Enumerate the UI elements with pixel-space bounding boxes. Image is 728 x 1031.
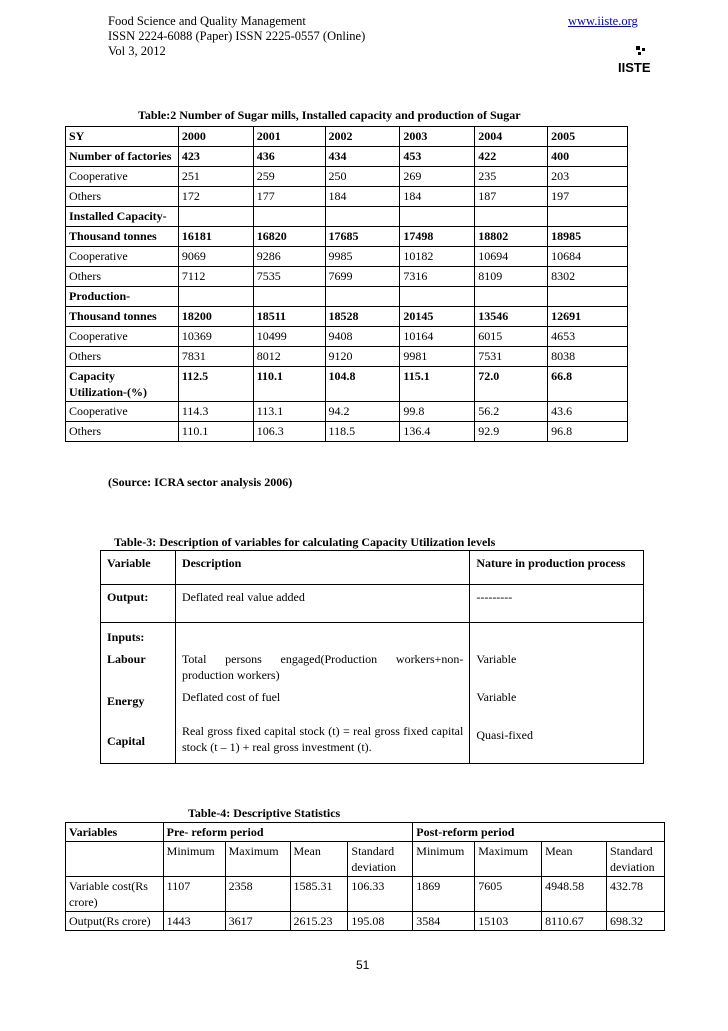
t3-inputs-label: Inputs: <box>107 630 145 644</box>
t2-cell: 8302 <box>548 267 628 287</box>
logo-text: IISTE <box>618 60 650 75</box>
t2-row-label: Number of factories <box>66 147 179 167</box>
t3-header-description: Description <box>175 551 469 585</box>
table4 <box>65 822 665 931</box>
table-row <box>66 167 628 187</box>
t2-header-year: 2002 <box>325 127 400 147</box>
t2-cell: 20145 <box>400 307 475 327</box>
t3-capital-description: Real gross fixed capital stock (t) = real gross fixed capital stock (t – 1) + real gross investment (t). <box>181 724 464 754</box>
t2-row-label: Thousand tonnes <box>66 227 179 247</box>
t4-header-post-reform: Post-reform period <box>413 823 665 842</box>
t2-cell: 66.8 <box>548 367 628 402</box>
t3-labour-nature: Variable <box>476 652 517 666</box>
t2-cell <box>253 287 325 307</box>
t2-cell: 235 <box>475 167 548 187</box>
t2-cell: 115.1 <box>400 367 475 402</box>
t2-cell: 43.6 <box>548 402 628 422</box>
t2-cell: 8012 <box>253 347 325 367</box>
t2-cell: 184 <box>325 187 400 207</box>
journal-title: Food Science and Quality Management <box>108 14 306 28</box>
t2-cell: 4653 <box>548 327 628 347</box>
t3-header-nature: Nature in production process <box>470 551 644 585</box>
t2-row-label: Production- <box>66 287 179 307</box>
table3-caption: Table-3: Description of variables for calculating Capacity Utilization levels <box>114 535 496 549</box>
table-row <box>66 187 628 207</box>
t2-cell: 9069 <box>178 247 253 267</box>
t2-cell: 10182 <box>400 247 475 267</box>
t2-row-label: Cooperative <box>66 167 179 187</box>
t2-header-year: 2000 <box>178 127 253 147</box>
t2-cell: 10369 <box>178 327 253 347</box>
t2-cell: 17498 <box>400 227 475 247</box>
table-row <box>66 877 665 912</box>
t4-cell: 2615.23 <box>290 912 348 931</box>
t2-cell: 18985 <box>548 227 628 247</box>
t2-cell: 7531 <box>475 347 548 367</box>
t2-cell <box>253 207 325 227</box>
t2-cell: 96.8 <box>548 422 628 442</box>
t2-cell: 136.4 <box>400 422 475 442</box>
t2-cell: 17685 <box>325 227 400 247</box>
t4-cell: 1869 <box>413 877 475 912</box>
t3-capital-nature: Quasi-fixed <box>476 728 533 742</box>
table2-caption: Table:2 Number of Sugar mills, Installed capacity and production of Sugar <box>138 108 521 122</box>
table-row <box>66 267 628 287</box>
issn-line: ISSN 2224-6088 (Paper) ISSN 2225-0557 (Online) <box>108 29 366 43</box>
t2-cell: 18200 <box>178 307 253 327</box>
t2-header-year: 2003 <box>400 127 475 147</box>
t2-cell: 9286 <box>253 247 325 267</box>
iiste-logo <box>616 46 650 76</box>
t2-cell: 10164 <box>400 327 475 347</box>
t4-sub-header: Maximum <box>475 842 542 877</box>
t2-cell <box>548 207 628 227</box>
t2-cell: 18528 <box>325 307 400 327</box>
table-row <box>66 247 628 267</box>
t2-row-label: Others <box>66 347 179 367</box>
t2-header-sy: SY <box>66 127 179 147</box>
t2-cell: 8038 <box>548 347 628 367</box>
t2-cell: 56.2 <box>475 402 548 422</box>
t4-cell: 3617 <box>225 912 290 931</box>
table-row <box>66 147 628 167</box>
t2-cell: 72.0 <box>475 367 548 402</box>
journal-url-link[interactable]: www.iiste.org <box>568 14 638 28</box>
t2-cell: 106.3 <box>253 422 325 442</box>
table2 <box>65 126 628 442</box>
t2-cell: 423 <box>178 147 253 167</box>
t2-cell: 434 <box>325 147 400 167</box>
table-row <box>66 327 628 347</box>
page-number: 51 <box>356 958 370 972</box>
t4-header-variables: Variables <box>66 823 164 842</box>
t2-cell <box>400 207 475 227</box>
t2-cell: 453 <box>400 147 475 167</box>
t3-labour-description: Total persons engaged(Production workers+non-production workers) <box>181 652 464 682</box>
t4-sub-header: Minimum <box>163 842 225 877</box>
t2-header-year: 2005 <box>548 127 628 147</box>
t2-cell: 92.9 <box>475 422 548 442</box>
t2-cell: 118.5 <box>325 422 400 442</box>
t3-capital-variable: Capital <box>107 734 146 748</box>
t4-cell: 698.32 <box>606 912 664 931</box>
table4-caption: Table-4: Descriptive Statistics <box>188 806 341 820</box>
t2-cell: 114.3 <box>178 402 253 422</box>
t4-cell: 4948.58 <box>542 877 607 912</box>
t2-row-label: Cooperative <box>66 247 179 267</box>
t2-cell: 99.8 <box>400 402 475 422</box>
t2-cell: 18802 <box>475 227 548 247</box>
t2-cell: 9120 <box>325 347 400 367</box>
table3 <box>100 550 644 764</box>
t2-cell <box>178 207 253 227</box>
t2-cell <box>325 287 400 307</box>
t4-header-pre-reform: Pre- reform period <box>163 823 413 842</box>
t2-row-label: Others <box>66 422 179 442</box>
t3-energy-nature: Variable <box>476 690 517 704</box>
table-row <box>66 307 628 327</box>
t2-row-label: Capacity Utilization-(%) <box>66 367 179 402</box>
t4-row-label: Variable cost(Rs crore) <box>66 877 164 912</box>
t2-cell: 259 <box>253 167 325 187</box>
t2-cell: 8109 <box>475 267 548 287</box>
t2-cell: 197 <box>548 187 628 207</box>
t2-cell: 104.8 <box>325 367 400 402</box>
t4-cell: 3584 <box>413 912 475 931</box>
table-row <box>66 227 628 247</box>
t4-sub-header: Standard deviation <box>348 842 413 877</box>
t2-cell: 13546 <box>475 307 548 327</box>
t2-cell: 10694 <box>475 247 548 267</box>
t2-cell: 110.1 <box>253 367 325 402</box>
t4-cell: 1585.31 <box>290 877 348 912</box>
table-row <box>66 347 628 367</box>
t2-cell: 203 <box>548 167 628 187</box>
t2-cell: 110.1 <box>178 422 253 442</box>
t2-cell: 9981 <box>400 347 475 367</box>
t2-cell: 187 <box>475 187 548 207</box>
t4-sub-header: Standard deviation <box>606 842 664 877</box>
t2-cell: 422 <box>475 147 548 167</box>
t4-cell: 1107 <box>163 877 225 912</box>
t2-cell: 172 <box>178 187 253 207</box>
t2-row-label: Cooperative <box>66 327 179 347</box>
t2-cell: 177 <box>253 187 325 207</box>
t4-sub-header: Mean <box>290 842 348 877</box>
t2-cell: 400 <box>548 147 628 167</box>
t2-cell: 9985 <box>325 247 400 267</box>
t4-cell: 8110.67 <box>542 912 607 931</box>
table-row <box>66 207 628 227</box>
t2-cell: 12691 <box>548 307 628 327</box>
t2-cell: 7535 <box>253 267 325 287</box>
table2-source: (Source: ICRA sector analysis 2006) <box>108 475 293 489</box>
t3-labour-variable: Labour <box>107 652 146 666</box>
t4-cell: 15103 <box>475 912 542 931</box>
t2-header-year: 2001 <box>253 127 325 147</box>
t3-energy-description: Deflated cost of fuel <box>181 690 281 704</box>
t4-cell: 2358 <box>225 877 290 912</box>
t2-cell <box>548 287 628 307</box>
t2-cell <box>325 207 400 227</box>
t4-cell: 432.78 <box>606 877 664 912</box>
t2-cell <box>475 287 548 307</box>
t3-output-variable: Output: <box>101 585 176 623</box>
t3-energy-variable: Energy <box>107 694 145 708</box>
table-row <box>66 912 665 931</box>
t2-row-label: Others <box>66 267 179 287</box>
t3-output-nature: --------- <box>470 585 644 623</box>
t2-cell: 94.2 <box>325 402 400 422</box>
table-row <box>66 422 628 442</box>
t2-cell: 112.5 <box>178 367 253 402</box>
t4-cell: 195.08 <box>348 912 413 931</box>
t2-cell: 7699 <box>325 267 400 287</box>
t3-header-variable: Variable <box>101 551 176 585</box>
t2-cell: 7112 <box>178 267 253 287</box>
t2-cell: 251 <box>178 167 253 187</box>
volume-line: Vol 3, 2012 <box>108 44 166 58</box>
t2-cell: 9408 <box>325 327 400 347</box>
t2-cell: 16820 <box>253 227 325 247</box>
t2-cell: 10684 <box>548 247 628 267</box>
t4-row-label: Output(Rs crore) <box>66 912 164 931</box>
t2-row-label: Cooperative <box>66 402 179 422</box>
t2-row-label: Others <box>66 187 179 207</box>
t3-output-description: Deflated real value added <box>175 585 469 623</box>
t2-cell: 113.1 <box>253 402 325 422</box>
t2-cell: 18511 <box>253 307 325 327</box>
t4-sub-header: Minimum <box>413 842 475 877</box>
journal-header <box>108 14 365 59</box>
t4-cell: 106.33 <box>348 877 413 912</box>
t2-cell <box>475 207 548 227</box>
t4-cell: 1443 <box>163 912 225 931</box>
table-row <box>66 287 628 307</box>
t2-cell: 250 <box>325 167 400 187</box>
t2-cell: 7831 <box>178 347 253 367</box>
t2-cell: 436 <box>253 147 325 167</box>
table-row <box>66 402 628 422</box>
t2-row-label: Thousand tonnes <box>66 307 179 327</box>
t2-cell: 10499 <box>253 327 325 347</box>
t2-cell: 6015 <box>475 327 548 347</box>
t4-sub-header: Maximum <box>225 842 290 877</box>
t2-cell: 16181 <box>178 227 253 247</box>
t2-cell <box>400 287 475 307</box>
t2-header-year: 2004 <box>475 127 548 147</box>
table-row <box>66 367 628 402</box>
t4-cell: 7605 <box>475 877 542 912</box>
t2-cell: 269 <box>400 167 475 187</box>
t2-cell: 7316 <box>400 267 475 287</box>
t2-cell <box>178 287 253 307</box>
t2-cell: 184 <box>400 187 475 207</box>
t2-row-label: Installed Capacity- <box>66 207 179 227</box>
t4-sub-header: Mean <box>542 842 607 877</box>
